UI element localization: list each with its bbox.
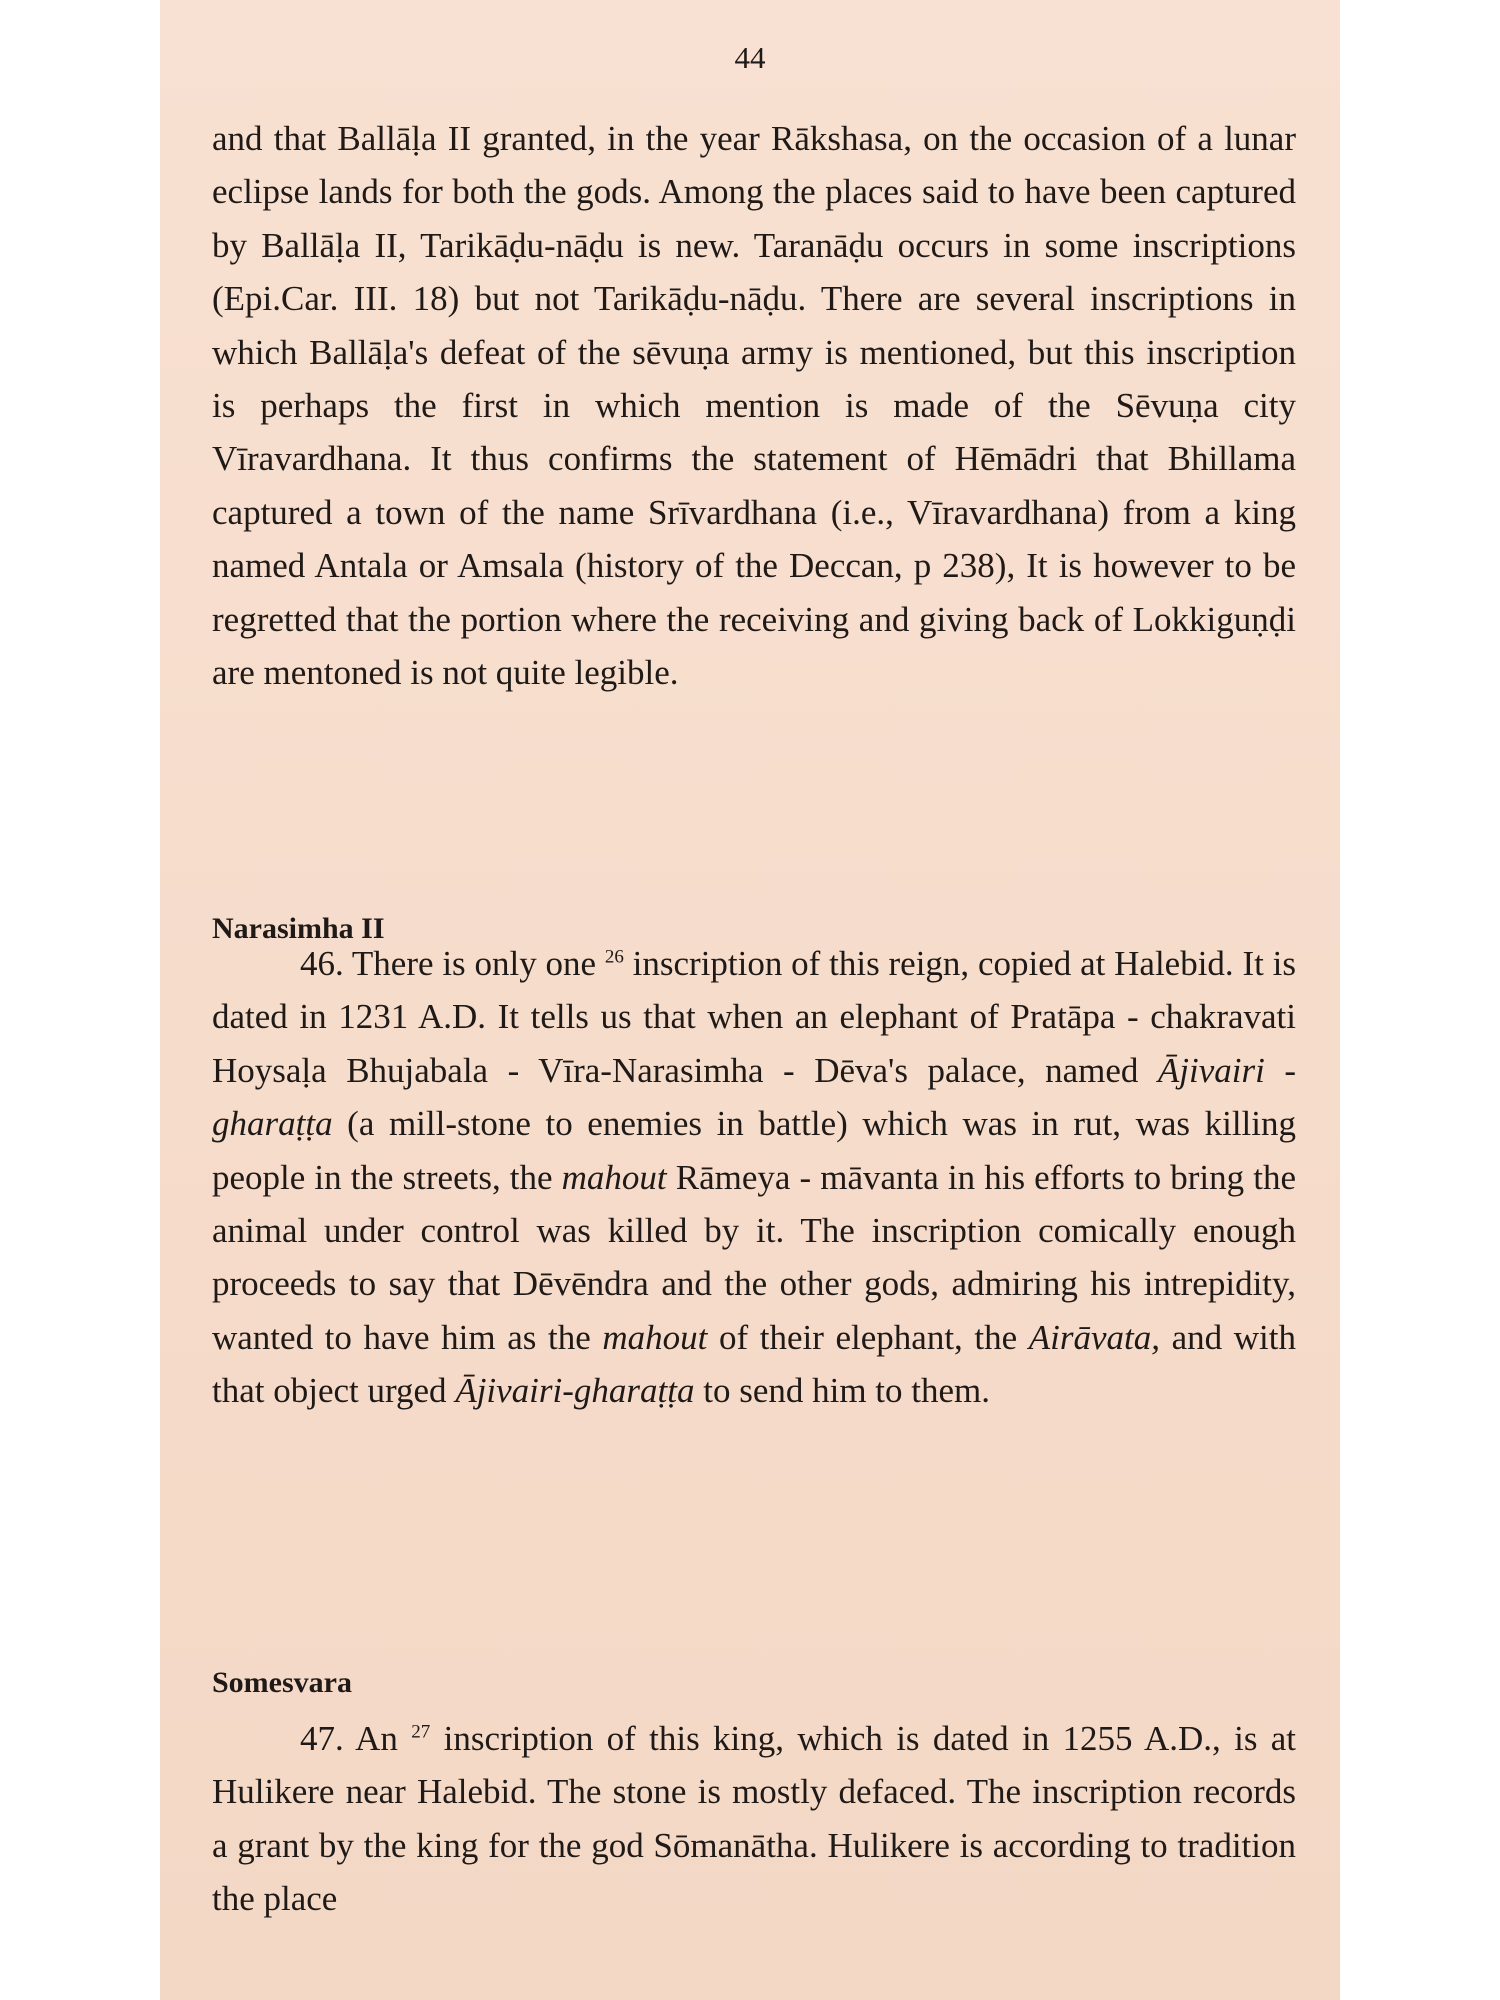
elephant-name-italic: Ājivairi-gharaṭṭa [455,1371,695,1411]
paragraph-text: An [355,1719,398,1758]
page-number: 44 [734,40,766,75]
paragraph-number-46: 46. [300,944,344,983]
paragraph-somesvara [212,1712,1296,1926]
footnote-marker-26: 26 [604,946,624,968]
airavata-italic: Airāvata, [1028,1317,1161,1357]
paragraph-text: Rāmeya - māvanta in his efforts to bring the animal under control was killed by it. The inscription comically enough proceeds to say that Dēvēndra and the other gods, admiring his intrepidity, wanted to have him as the [212,1157,1296,1357]
paragraph-ballala [212,112,1296,699]
paragraph-text: of their elephant, the [719,1317,1018,1357]
paragraph-text: and with that object urged [212,1317,1297,1411]
elephant-name-italic: Ājivairi - gharaṭṭa [212,1050,1296,1144]
paragraph-ballala-text: and that Ballāḷa II granted, in the year Rākshasa, on the occasion of a lunar eclipse lands for both the gods. Among the places said to have been captured by Ballāḷa II, Tarikāḍu-nāḍu is new. Taranāḍu occurs in some inscriptions (Epi.Car. III. 18) but not Tarikāḍu-nāḍu. There are several inscriptions in which Ballāḷa's defeat of the sēvuṇa army is mentioned, but this inscription is perhaps the first in which mention is made of the Sēvuṇa city Vīravardhana. It thus confirms the statement of Hēmādri that Bhillama captured a town of the name Srīvardhana (i.e., Vīravardhana) from a king named Antala or Amsala (history of the Deccan, p 238), It is however to be regretted that the portion where the receiving and giving back of Lokkiguṇḍi are mentoned is not quite legible. [212,119,1296,693]
paragraph-narasimha [212,937,1296,1418]
paragraph-text: (a mill-stone to enemies in battle) which was in rut, was killing people in the streets, the [212,1104,1296,1197]
paragraph-text: inscription of this reign, copied at Halebid. It is dated in 1231 A.D. It tells us that when an elephant of Pratāpa - chakravati Hoysaḷa Bhujabala - Vīra-Narasimha - Dēva's palace, named [212,944,1297,1090]
footnote-marker-27: 27 [411,1721,431,1743]
mahout-italic: mahout [602,1317,708,1357]
mahout-italic: mahout [561,1157,667,1197]
heading-somesvara: Somesvara [212,1666,352,1699]
paragraph-text: inscription of this king, which is dated in 1255 A.D., is at Hulikere near Halebid. The stone is mostly defaced. The inscription records a grant by the king for the god Sōmanātha. Hulikere is according to tradition the place [212,1719,1297,1919]
paragraph-text: to send him to them. [703,1371,991,1411]
book-page [160,0,1340,2000]
paragraph-text: There is only one [351,944,597,983]
paragraph-number-47: 47. [300,1719,344,1758]
heading-narasimha-ii: Narasimha II [212,912,385,945]
